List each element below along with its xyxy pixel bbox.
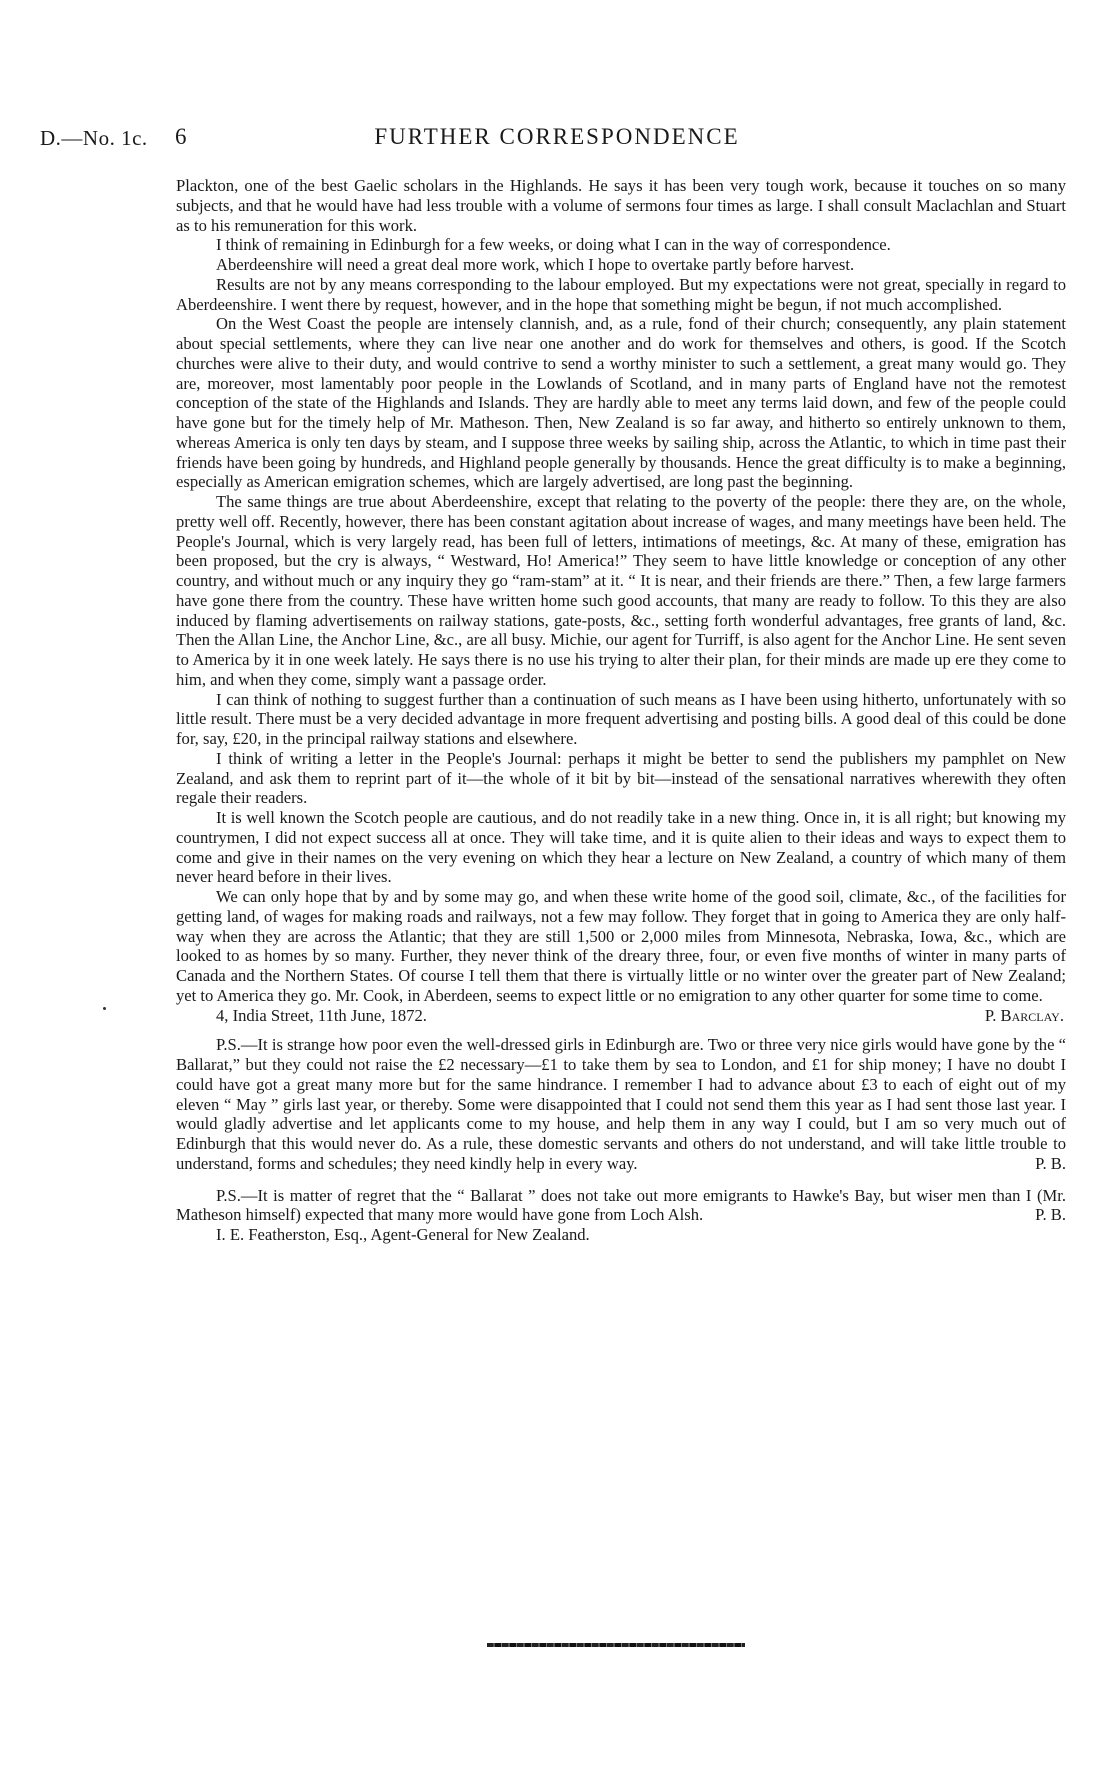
page-title: FURTHER CORRESPONDENCE — [374, 124, 740, 149]
paragraph: Plackton, one of the best Gaelic scholars in the Highlands. He says it has been very tough work, because it touches on so many subjects, and that he would have had less trouble with a volume of sermons four times as large. I shall consult Maclachlan and Stuart as to his remuneration for this work. — [176, 176, 1066, 235]
document-reference: D.—No. 1c. — [40, 126, 148, 150]
postscript — [176, 1186, 1066, 1226]
end-rule — [487, 1643, 745, 1647]
paragraph: I can think of nothing to suggest further than a continuation of such means as I have been using hitherto, unfortunately with so little result. There must be a very decided advantage in more frequent advertising and posting bills. A good deal of this could be done for, say, £20, in the principal railway stations and elsewhere. — [176, 689, 1066, 748]
letter-body — [176, 176, 1066, 1245]
postscript-initials: P. B. — [1035, 1205, 1066, 1225]
signoff-line — [176, 1006, 1066, 1026]
addressee: I. E. Featherston, Esq., Agent-General for New Zealand. — [216, 1225, 590, 1244]
paragraph: Results are not by any means corresponding to the labour employed. But my expectations were not great, specially in regard to Aberdeenshire. I went there by request, however, and in the hope that something might be begun, if not much accomplished. — [176, 274, 1066, 314]
paragraph: It is well known the Scotch people are cautious, and do not readily take in a new thing. Once in, it is all right; but knowing my countrymen, I did not expect success all at once. They will take time, and it is quite alien to their ideas and ways to expect them to come and give in their names on the very evening on which they hear a lecture on New Zealand, a country of which many of them never heard before in their lives. — [176, 808, 1066, 887]
page-number: 6 — [175, 124, 187, 149]
address-date: 4, India Street, 11th June, 1872. — [216, 1005, 427, 1025]
postscript-text: P.S.—It is matter of regret that the “ Ballarat ” does not take out more emigrants to Hawke's Bay, but wiser men than I (Mr. Matheson himself) expected that many more would have gone from Loch Alsh. — [176, 1185, 1066, 1225]
postscript — [176, 1035, 1066, 1173]
signature: P. Barclay. — [984, 1005, 1064, 1025]
postscript-text: P.S.—It is strange how poor even the well-dressed girls in Edinburgh are. Two or three very nice girls would have gone by the “ Ballarat,” but they could not raise the £2 necessary—£1 to take them by sea to London, and £1 for ship money; I have no doubt I could have got a great many more but for the same hindrance. I remember I had to advance about £3 to each of eight out of my eleven “ May ” girls last year, or thereby. Some were disappointed that I could not send them this year as I had sent those last year. I would gladly advertise and let applicants come to my house, and help them in any way I could, but I am so very much out of Edinburgh that this would never do. As a rule, these domestic servants and others do not understand, and will take little trouble to understand, forms and schedules; they need kindly help in every way. — [176, 1035, 1066, 1173]
postscript-initials: P. B. — [1035, 1153, 1066, 1173]
paragraph: I think of writing a letter in the People's Journal: perhaps it might be better to send the publishers my pamphlet on New Zealand, and ask them to reprint part of it—the whole of it bit by bit—instead of the sensational narratives wherewith they often regale their readers. — [176, 748, 1066, 808]
paragraph: Aberdeenshire will need a great deal more work, which I hope to overtake partly before harvest. — [216, 255, 855, 274]
paragraph: The same things are true about Aberdeenshire, except that relating to the poverty of the people: there they are, on the whole, pretty well off. Recently, however, there has been constant agitation about increase of wages, and many meetings have been held. The People's Journal, which is very largely read, has been full of letters, intimations of meetings, &c. At many of these, emigration has been proposed, but the cry is always, “ Westward, Ho! America!” They seem to have little knowledge or conception of any other country, and without much or any inquiry they go “ram-stam” at it. “ It is near, and their friends are there.” Then, a few large farmers have gone there from the country. These have written home such good accounts, that many are ready to follow. To this they are also induced by flaming advertisements on railway stations, gate-posts, &c., setting forth wonderful advantages, free grants of land, &c. Then the Allan Line, the Anchor Line, &c., are all busy. Michie, our agent for Turriff, is also agent for the Anchor Line. He sent seven to America by it in one week lately. He says there is no use his trying to alter their plan, for their minds are made up ere they come to him, and when they come, simply want a passage order. — [176, 492, 1066, 689]
margin-mark — [103, 1007, 106, 1010]
paragraph: On the West Coast the people are intensely clannish, and, as a rule, fond of their church; consequently, any plain statement about special settlements, where they can live near one another and do work for themselves and others, is good. If the Scotch churches were alive to their duty, and would contrive to send a worthy minister to such a settlement, a great many would go. They are, moreover, most lamentably poor people in the Lowlands of Scotland, and in many parts of England have not the remotest conception of the state of the Highlands and Islands. They are hardly able to meet any terms laid down, and few of the people could have gone but for the timely help of Mr. Matheson. Then, New Zealand is so far away, and hitherto so entirely unknown to them, whereas America is only ten days by steam, and I suppose three weeks by sailing ship, across the Atlantic, to which in time past their friends have been going by hundreds, and Highland people generally by thousands. Hence the great difficulty is to make a beginning, especially as American emigration schemes, which are largely advertised, are long past the beginning. — [176, 314, 1066, 492]
paragraph: We can only hope that by and by some may go, and when these write home of the good soil, climate, &c., of the facilities for getting land, of wages for making roads and railways, not a few may follow. They forget that in going to America they are only half-way when they are across the Atlantic; that they are still 1,500 or 2,000 miles from Minnesota, Nebraska, Iowa, &c., which are looked to as homes by so many. Further, they never think of the dreary three, four, or even five months of winter in many parts of Canada and the Northern States. Of course I tell them that there is virtually little or no winter over the greater part of New Zealand; yet to America they go. Mr. Cook, in Aberdeen, seems to expect little or no emigration to any other quarter for some time to come. — [176, 887, 1066, 1005]
paragraph: I think of remaining in Edinburgh for a few weeks, or doing what I can in the way of correspondence. — [216, 235, 891, 255]
